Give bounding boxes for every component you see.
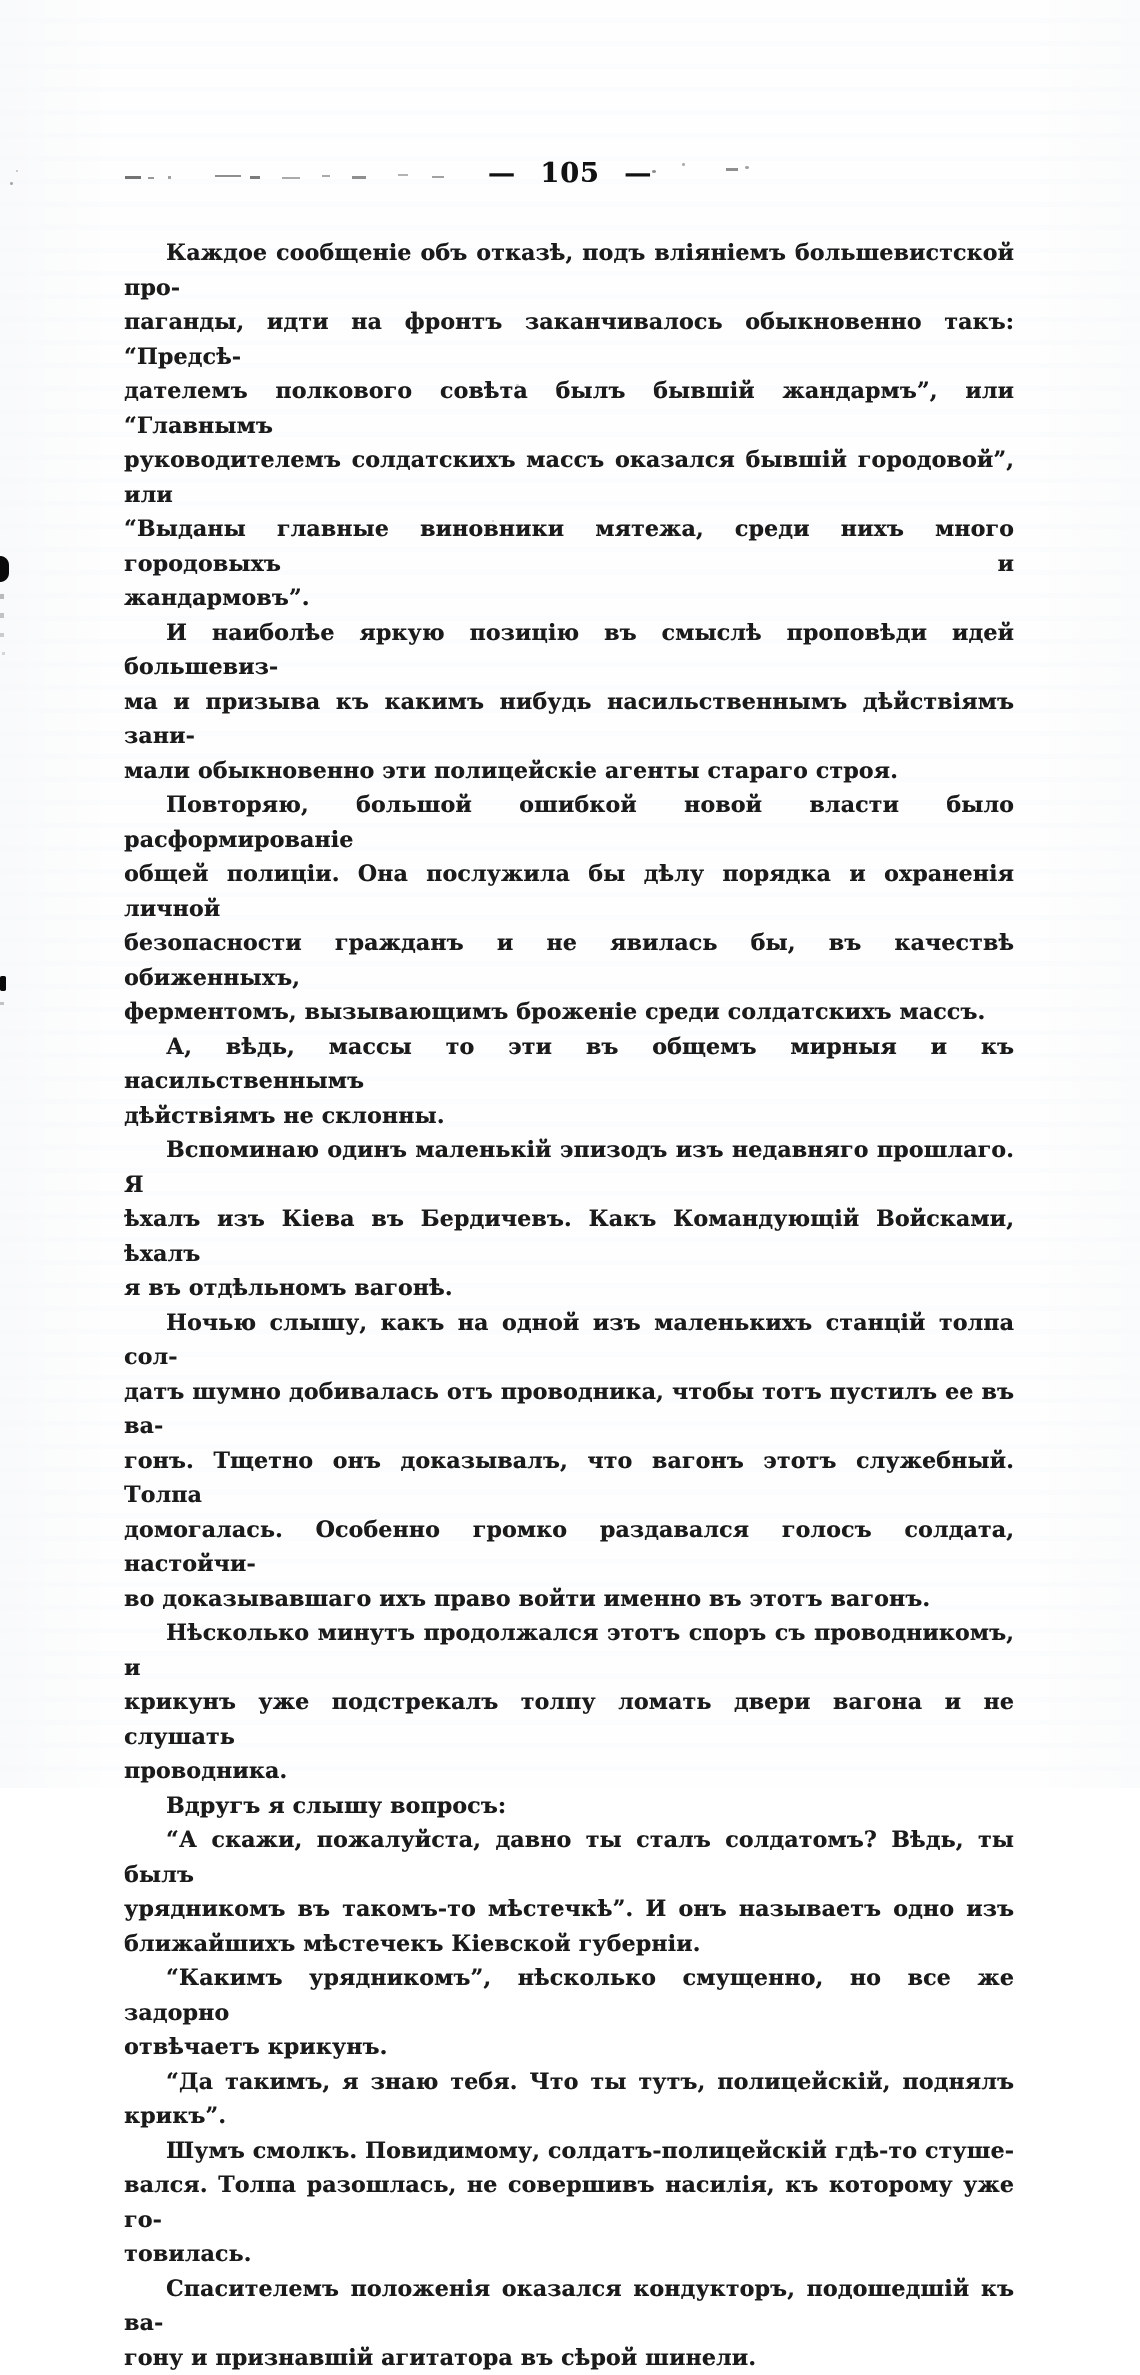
scan-artifact-edge-mark	[0, 594, 4, 599]
scan-artifact-dash	[726, 168, 738, 171]
scan-artifact-dash	[322, 175, 330, 177]
page-number: — 105 —	[488, 158, 652, 189]
text-line: “Какимъ урядникомъ”, нѣсколько смущенно, но все же задорно	[124, 1961, 1014, 2030]
text-line: во доказывавшаго ихъ право войти именно въ этотъ вагонъ.	[124, 1582, 1014, 1617]
scan-artifact-dot	[745, 166, 749, 169]
scan-artifact-dash	[125, 176, 141, 179]
scan-artifact-dash	[250, 176, 260, 179]
text-line: гонъ. Тщетно онъ доказывалъ, что вагонъ этотъ служебный. Толпа	[124, 1444, 1014, 1513]
text-line: датъ шумно добивалась отъ проводника, чтобы тотъ пустилъ ее въ ва-	[124, 1375, 1014, 1444]
scan-artifact-dot	[652, 170, 656, 173]
text-line: гону и признавшій агитатора въ сѣрой шинели.	[124, 2341, 1014, 2375]
text-line: “А скажи, пожалуйста, давно ты сталъ солдатомъ? Вѣдь, ты былъ	[124, 1823, 1014, 1892]
text-line: отвѣчаетъ крикунъ.	[124, 2030, 1014, 2065]
scan-artifact-dash	[168, 176, 171, 179]
text-line: А, вѣдь, массы то эти въ общемъ мирныя и къ насильственнымъ	[124, 1030, 1014, 1099]
text-line: Повторяю, большой ошибкой новой власти было расформированіе	[124, 788, 1014, 857]
text-line: “Выданы главные виновники мятежа, среди нихъ много городовыхъ и	[124, 512, 1014, 581]
text-line: крикъ”.	[124, 2099, 1014, 2134]
text-line: я въ отдѣльномъ вагонѣ.	[124, 1271, 1014, 1306]
text-line: руководителемъ солдатскихъ массъ оказался бывшій городовой”, или	[124, 443, 1014, 512]
text-line: ближайшихъ мѣстечекъ Кіевской губерніи.	[124, 1927, 1014, 1962]
scan-artifact-edge-mark	[2, 652, 5, 655]
scan-artifact-dash	[215, 175, 241, 177]
text-line: паганды, идти на фронтъ заканчивалось обыкновенно такъ: “Предсѣ-	[124, 305, 1014, 374]
text-line: Шумъ смолкъ. Повидимому, солдатъ-полицейскій гдѣ-то стуше-	[124, 2134, 1014, 2169]
text-line: Вспоминаю одинъ маленькій эпизодъ изъ недавняго прошлаго. Я	[124, 1133, 1014, 1202]
scan-artifact-edge-mark	[0, 1002, 4, 1005]
text-line: ферментомъ, вызывающимъ броженіе среди солдатскихъ массъ.	[124, 995, 1014, 1030]
scan-artifact-dash	[432, 176, 444, 178]
text-line: И наиболѣе яркую позицію въ смыслѣ проповѣди идей большевиз-	[124, 616, 1014, 685]
text-line: урядникомъ въ такомъ-то мѣстечкѣ”. И онъ называетъ одно изъ	[124, 1892, 1014, 1927]
scan-artifact-edge-mark	[0, 633, 4, 637]
text-line: Вдругъ я слышу вопросъ:	[124, 1789, 1014, 1824]
text-line: Ночью слышу, какъ на одной изъ маленькихъ станцій толпа сол-	[124, 1306, 1014, 1375]
text-line: безопасности гражданъ и не явилась бы, въ качествѣ обиженныхъ,	[124, 926, 1014, 995]
text-line: Нѣсколько минутъ продолжался этотъ споръ съ проводникомъ, и	[124, 1616, 1014, 1685]
scan-artifact-edge-mark	[0, 613, 4, 618]
page-number-header	[125, 158, 1015, 189]
scan-artifact-dash	[352, 176, 366, 179]
text-line: “Да такимъ, я знаю тебя. Что ты тутъ, полицейскій, поднялъ	[124, 2065, 1014, 2100]
text-line: Спасителемъ положенія оказался кондукторъ, подошедшій къ ва-	[124, 2272, 1014, 2341]
text-line: крикунъ уже подстрекалъ толпу ломать двери вагона и не слушать	[124, 1685, 1014, 1754]
scan-artifact-dot	[10, 182, 13, 185]
text-line: общей полиціи. Она послужила бы дѣлу порядка и охраненія личной	[124, 857, 1014, 926]
text-line: товилась.	[124, 2237, 1014, 2272]
text-line: дателемъ полкового совѣта былъ бывшій жандармъ”, или “Главнымъ	[124, 374, 1014, 443]
text-block	[124, 236, 1014, 2375]
scan-artifact-dot	[682, 163, 685, 166]
text-line: Каждое сообщеніе объ отказѣ, подъ вліяніемъ большевистской про-	[124, 236, 1014, 305]
scan-artifact-dash	[282, 177, 300, 179]
text-line: жандармовъ”.	[124, 581, 1014, 616]
scan-artifact-dash	[148, 177, 154, 179]
scan-artifact-dash	[398, 174, 408, 176]
text-line: мали обыкновенно эти полицейскіе агенты стараго строя.	[124, 754, 1014, 789]
text-line: ѣхалъ изъ Кіева въ Бердичевъ. Какъ Командующій Войсками, ѣхалъ	[124, 1202, 1014, 1271]
text-line: проводника.	[124, 1754, 1014, 1789]
text-line: ма и призыва къ какимъ нибудь насильственнымъ дѣйствіямъ зани-	[124, 685, 1014, 754]
scan-artifact-dot	[16, 170, 18, 172]
text-line: дѣйствіямъ не склонны.	[124, 1099, 1014, 1134]
scan-artifact-edge-blob	[0, 556, 9, 582]
scan-artifact-edge-mark	[0, 976, 6, 991]
text-line: вался. Толпа разошлась, не совершивъ насилія, къ которому уже го-	[124, 2168, 1014, 2237]
text-line: домогалась. Особенно громко раздавался голосъ солдата, настойчи-	[124, 1513, 1014, 1582]
